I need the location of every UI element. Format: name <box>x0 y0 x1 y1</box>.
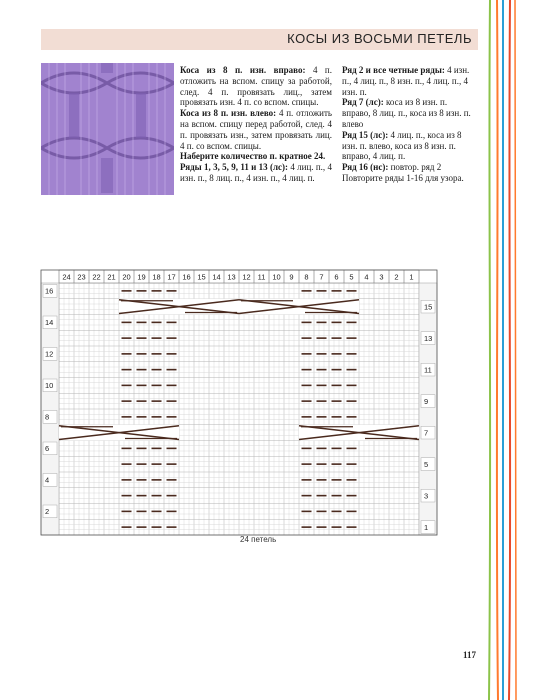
row-number-right: 7 <box>424 428 429 438</box>
instruction-heading: Ряд 15 (лс): <box>342 129 389 140</box>
column-number: 2 <box>394 272 399 282</box>
column-number: 11 <box>257 272 266 282</box>
chart-caption: 24 петель <box>240 535 277 544</box>
column-number: 9 <box>289 272 294 282</box>
row-number-left: 14 <box>45 318 54 328</box>
row-number-right: 1 <box>424 522 429 532</box>
instruction-heading: Коса из 8 п. изн. вправо: <box>180 65 306 75</box>
instruction-heading: Коса из 8 п. изн. влево: <box>180 108 277 119</box>
column-number: 17 <box>167 272 176 282</box>
column-number: 21 <box>107 272 116 282</box>
column-number: 1 <box>409 272 414 282</box>
column-number: 12 <box>242 272 251 282</box>
row-number-right: 15 <box>424 302 433 312</box>
instruction-text: 4 лиц. п., коса из 8 изн. п. влево, коса из 8 изн. п. вправо, 4 лиц. п. <box>342 129 462 162</box>
instruction-heading: Ряды 1, 3, 5, 9, 11 и 13 (лс): <box>180 162 289 173</box>
column-number: 24 <box>62 272 71 282</box>
row-number-right: 5 <box>424 459 429 469</box>
instruction-text: 4 изн. п., 4 лиц. п., 8 изн. п., 4 лиц. п., 4 изн. п. <box>342 65 470 97</box>
instruction-heading: Ряд 16 (нс): <box>342 162 389 173</box>
column-number: 16 <box>182 272 191 282</box>
column-number: 4 <box>364 272 369 282</box>
column-number: 7 <box>319 272 324 282</box>
instruction-heading: Ряд 2 и все четные ряды: <box>342 65 445 75</box>
column-number: 20 <box>122 272 131 282</box>
instruction-heading: Наберите количество п. кратное 24. <box>180 151 326 162</box>
instruction-heading: Ряд 7 (лс): <box>342 97 384 108</box>
column-number: 8 <box>304 272 309 282</box>
column-number: 15 <box>197 272 206 282</box>
column-number: 13 <box>227 272 236 282</box>
row-number-left: 16 <box>45 286 54 296</box>
row-number-left: 10 <box>45 381 54 391</box>
row-number-left: 2 <box>45 507 50 517</box>
row-number-right: 11 <box>424 365 432 375</box>
page-number: 117 <box>463 650 477 660</box>
instruction-text: Повторите ряды 1-16 для узора. <box>342 172 464 183</box>
column-number: 18 <box>152 272 161 282</box>
row-number-right: 13 <box>424 333 433 343</box>
row-number-left: 4 <box>45 475 50 485</box>
instruction-text: коса из 8 изн. п. вправо, 8 лиц. п., коса из 8 изн. п. влево <box>342 97 471 129</box>
instruction-text: 4 п. отложить на вспом. спицу перед работой, след. 4 п. провязать изн., затем провязать лиц. 4 п. со вспом. спицы. <box>180 108 332 151</box>
column-number: 14 <box>212 272 221 282</box>
column-number: 22 <box>92 272 101 282</box>
row-number-right: 9 <box>424 396 429 406</box>
row-number-left: 8 <box>45 412 50 422</box>
column-number: 10 <box>272 272 281 282</box>
row-number-right: 3 <box>424 491 429 501</box>
column-number: 5 <box>349 272 354 282</box>
instruction-text: 4 лиц. п., 4 изн. п., 8 лиц. п., 4 изн. п., 4 лиц. п. <box>180 162 332 183</box>
row-number-left: 12 <box>45 349 54 359</box>
column-number: 3 <box>379 272 384 282</box>
column-number: 23 <box>77 272 86 282</box>
row-number-left: 6 <box>45 444 50 454</box>
instruction-text: 4 п. отложить на вспом. спицу за работой, след. 4 п. провязать лиц., затем провязать изн. 4 п. со вспом. спицы. <box>180 65 332 108</box>
page-title: КОСЫ ИЗ ВОСЬМИ ПЕТЕЛЬ <box>287 31 472 46</box>
column-number: 6 <box>334 272 339 282</box>
column-number: 19 <box>137 272 146 282</box>
instruction-text: повтор. ряд 2 <box>388 162 442 173</box>
